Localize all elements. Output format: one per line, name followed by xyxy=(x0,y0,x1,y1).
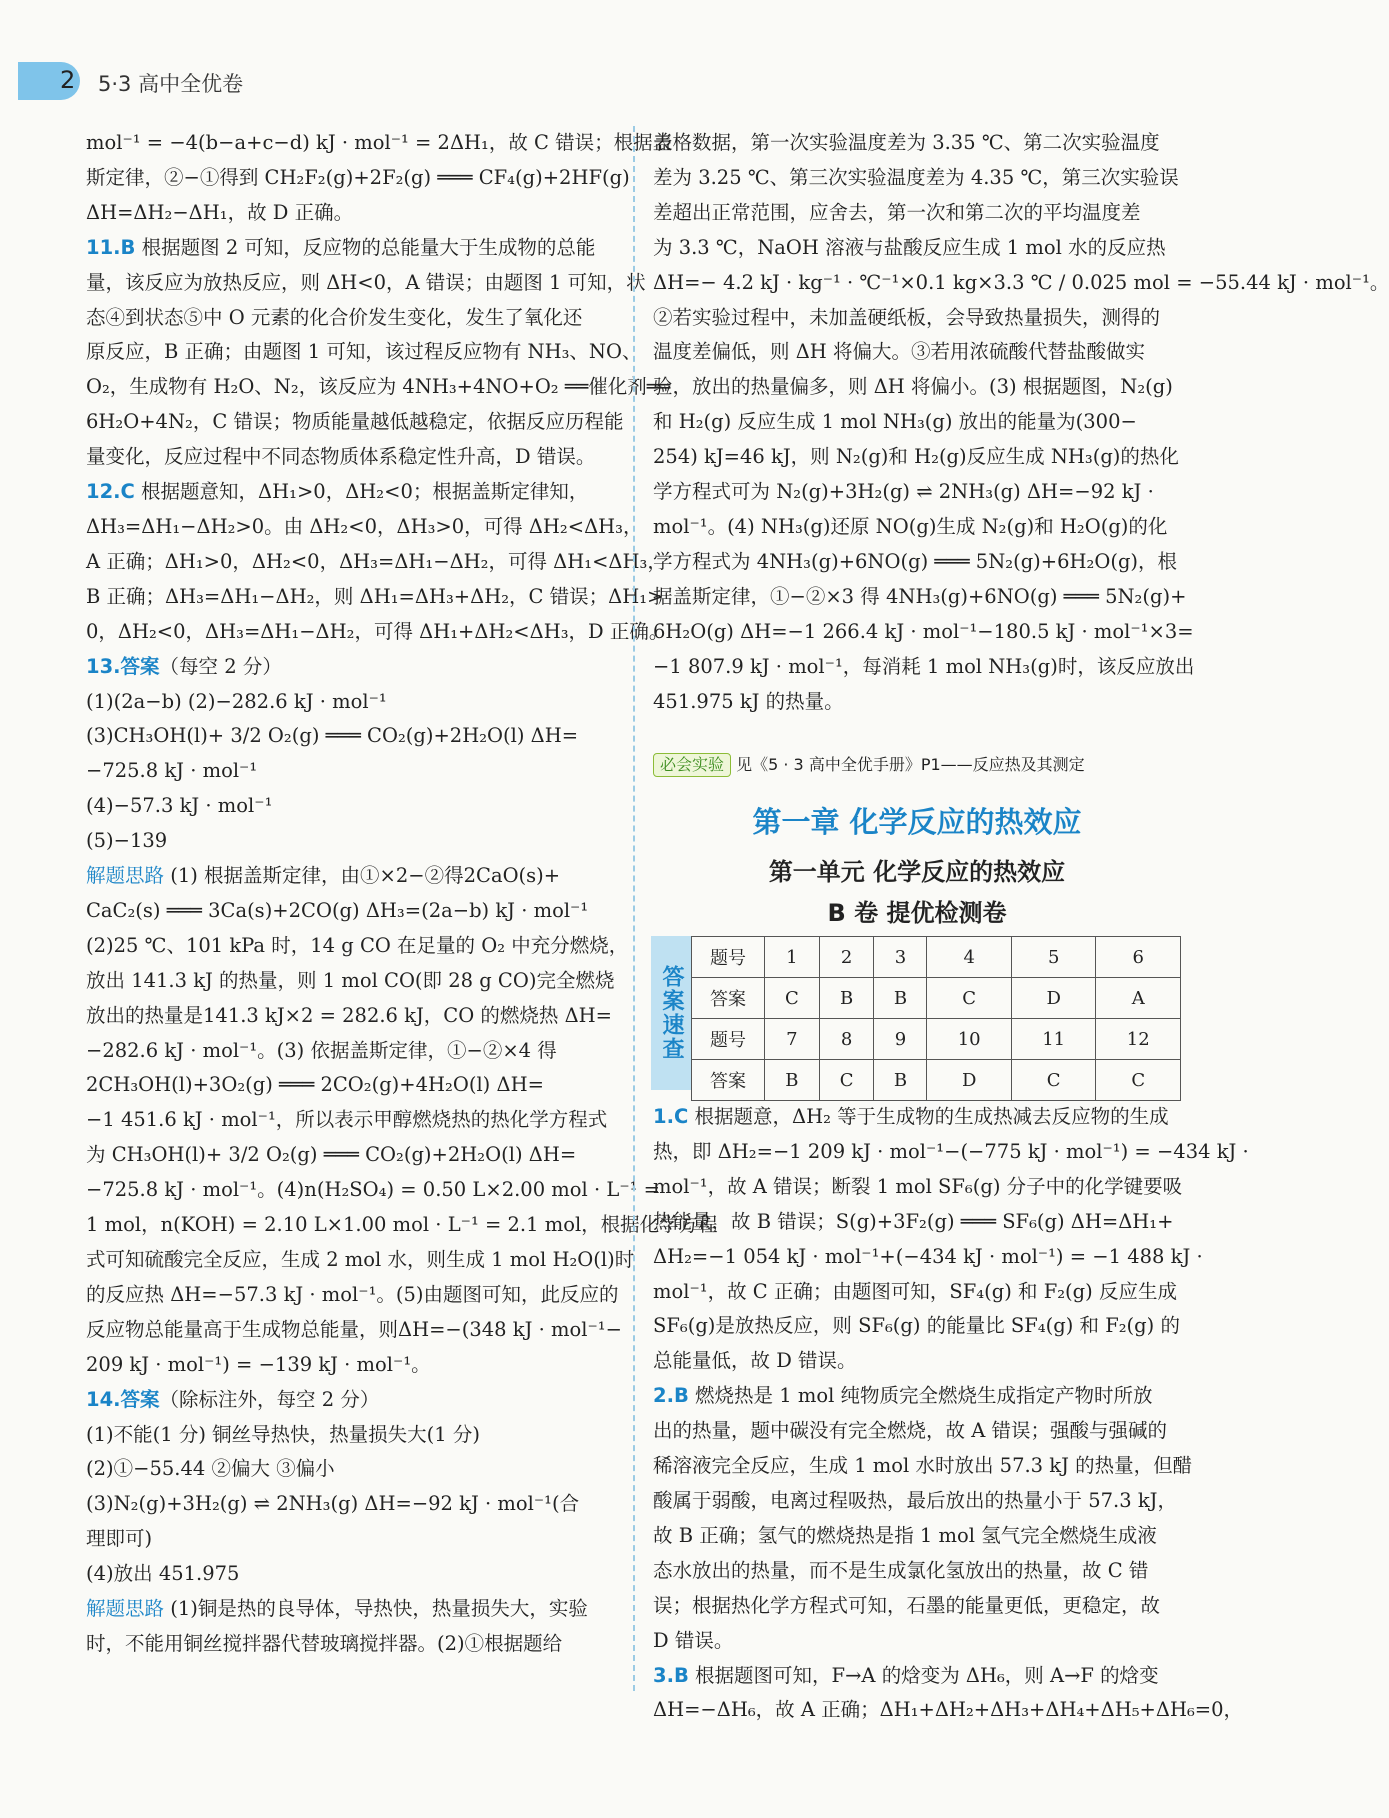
text-line: 酸属于弱酸，电离过程吸热，最后放出的热量小于 57.3 kJ， xyxy=(653,1488,1177,1512)
question-number: 1 xyxy=(765,937,820,978)
text-line: (1)(2a−b) (2)−282.6 kJ · mol⁻¹ xyxy=(86,689,387,713)
text-line: (1)不能(1 分) 铜丝导热快，热量损失大(1 分) xyxy=(86,1422,480,1446)
page-number: 2 xyxy=(60,66,76,94)
text-line: 稀溶液完全反应，生成 1 mol 水时放出 57.3 kJ 的热量，但醋 xyxy=(653,1454,1193,1478)
question-number: 3 xyxy=(874,937,927,978)
answer-cell: C xyxy=(1011,1060,1096,1101)
text-line: 6H₂O(g) ΔH=−1 266.4 kJ · mol⁻¹−180.5 kJ · mol⁻¹×3= xyxy=(653,619,1194,643)
text-line: (2)25 ℃、101 kPa 时，14 g CO 在足量的 O₂ 中充分燃烧， xyxy=(86,933,629,957)
table-row xyxy=(692,937,1181,978)
text-line: 差超出正常范围，应舍去，第一次和第二次的平均温度差 xyxy=(653,200,1141,224)
text-line: ΔH=ΔH₂−ΔH₁，故 D 正确。 xyxy=(86,200,354,224)
answer-cell: B xyxy=(874,978,927,1019)
text-line: 1.C 根据题意，ΔH₂ 等于生成物的生成热减去反应物的生成 xyxy=(653,1105,1169,1128)
row-label-question: 题号 xyxy=(692,1019,765,1060)
text-line: 表格数据，第一次实验温度差为 3.35 ℃、第二次实验温度 xyxy=(653,131,1160,154)
question-number: 4 xyxy=(927,937,1012,978)
table-row xyxy=(692,1060,1181,1101)
text-line: 6H₂O+4N₂，C 错误；物质能量越低越稳定，依据反应历程能 xyxy=(86,410,624,434)
text-line: −1 451.6 kJ · mol⁻¹，所以表示甲醇燃烧热的热化学方程式 xyxy=(86,1108,608,1132)
text-line: 放出的热量是141.3 kJ×2 = 282.6 kJ，CO 的燃烧热 ΔH= xyxy=(86,1003,613,1027)
text-line: 式可知硫酸完全反应，生成 2 mol 水，则生成 1 mol H₂O(l)时 xyxy=(86,1248,635,1271)
answer-table xyxy=(691,936,1181,1101)
text-line: 原反应，B 正确；由题图 1 可知，该过程反应物有 NH₃、NO、 xyxy=(86,340,642,364)
question-number: 10 xyxy=(927,1019,1012,1060)
text-line: 量，该反应为放热反应，则 ΔH<0，A 错误；由题图 1 可知，状 xyxy=(86,270,646,294)
question-number: 8 xyxy=(819,1019,874,1060)
text-line: mol⁻¹，故 A 错误；断裂 1 mol SF₆(g) 分子中的化学键要吸 xyxy=(653,1174,1183,1198)
text-line: 出的热量，题中碳没有完全燃烧，故 A 错误；强酸与强碱的 xyxy=(653,1419,1167,1443)
text-line: 温度差偏低，则 ΔH 将偏大。③若用浓硫酸代替盐酸做实 xyxy=(653,340,1145,364)
text-line: O₂，生成物有 H₂O、N₂，该反应为 4NH₃+4NO+O₂ ══催化剂══ xyxy=(86,375,671,399)
text-line: 误；根据热化学方程式可知，石墨的能量更低，更稳定，故 xyxy=(653,1593,1161,1617)
question-number: 9 xyxy=(874,1019,927,1060)
text-line: −725.8 kJ · mol⁻¹。(4)n(H₂SO₄) = 0.50 L×2.00 mol · L⁻¹ = xyxy=(86,1178,660,1202)
row-label-answer: 答案 xyxy=(692,978,765,1019)
text-line: SF₆(g)是放热反应，则 SF₆(g) 的能量比 SF₄(g) 和 F₂(g) 的 xyxy=(653,1314,1180,1338)
text-line: ΔH₂=−1 054 kJ · mol⁻¹+(−434 kJ · mol⁻¹) = −1 488 kJ · xyxy=(653,1244,1203,1268)
text-line: ΔH=−ΔH₆，故 A 正确；ΔH₁+ΔH₂+ΔH₃+ΔH₄+ΔH₅+ΔH₆=0， xyxy=(653,1698,1244,1722)
question-number: 7 xyxy=(765,1019,820,1060)
text-line: 热，即 ΔH₂=−1 209 kJ · mol⁻¹−(−775 kJ · mol⁻¹) = −434 kJ · xyxy=(653,1139,1249,1163)
text-line: 12.C 根据题意知，ΔH₁>0，ΔH₂<0；根据盖斯定律知， xyxy=(86,480,589,504)
paper-title: B 卷 提优检测卷 xyxy=(827,899,1007,927)
answer-cell: B xyxy=(765,1060,820,1101)
text-line: 总能量低，故 D 错误。 xyxy=(653,1349,857,1373)
text-line: 理即可) xyxy=(86,1527,153,1551)
answer-cell: C xyxy=(819,1060,874,1101)
text-line: 斯定律，②−①得到 CH₂F₂(g)+2F₂(g) ═══ CF₄(g)+2HF(g) xyxy=(86,165,630,189)
right-column-top xyxy=(653,126,1389,719)
row-label-question: 题号 xyxy=(692,937,765,978)
text-line: D 错误。 xyxy=(653,1628,734,1652)
text-line: 差为 3.25 ℃、第三次实验温度差为 4.35 ℃，第三次实验误 xyxy=(653,165,1179,189)
text-line: CaC₂(s) ═══ 3Ca(s)+2CO(g) ΔH₃=(2a−b) kJ · mol⁻¹ xyxy=(86,898,589,922)
text-line: 验，放出的热量偏多，则 ΔH 将偏小。(3) 根据题图，N₂(g) xyxy=(653,375,1173,399)
text-line: 254) kJ=46 kJ，则 N₂(g)和 H₂(g)反应生成 NH₃(g)的热化 xyxy=(653,445,1179,469)
text-line: 209 kJ · mol⁻¹) = −139 kJ · mol⁻¹。 xyxy=(86,1352,431,1376)
text-line: 2.B 燃烧热是 1 mol 纯物质完全燃烧生成指定产物时所放 xyxy=(653,1384,1153,1408)
row-label-answer: 答案 xyxy=(692,1060,765,1101)
text-line: 学方程式可为 N₂(g)+3H₂(g) ⇌ 2NH₃(g) ΔH=−92 kJ · xyxy=(653,480,1154,504)
text-line: 反应物总能量高于生成物总能量，则ΔH=−(348 kJ · mol⁻¹− xyxy=(86,1317,622,1341)
text-line: 热能量，故 B 错误；S(g)+3F₂(g) ═══ SF₆(g) ΔH=ΔH₁+ xyxy=(653,1209,1174,1233)
text-line: 学方程式为 4NH₃(g)+6NO(g) ═══ 5N₂(g)+6H₂O(g)，根 xyxy=(653,549,1178,573)
text-line: −725.8 kJ · mol⁻¹ xyxy=(86,759,258,783)
answer-cell: A xyxy=(1096,978,1181,1019)
text-line: 和 H₂(g) 反应生成 1 mol NH₃(g) 放出的能量为(300− xyxy=(653,410,1137,434)
answer-cell: C xyxy=(1096,1060,1181,1101)
book-title: 5·3 高中全优卷 xyxy=(98,72,244,96)
answer-cell: B xyxy=(819,978,874,1019)
text-line: −1 807.9 kJ · mol⁻¹，每消耗 1 mol NH₃(g)时，该反应放出 xyxy=(653,654,1195,678)
table-row xyxy=(692,978,1181,1019)
text-line: 态④到状态⑤中 O 元素的化合价发生变化，发生了氧化还 xyxy=(86,305,583,329)
text-line: (3)CH₃OH(l)+ 3/2 O₂(g) ═══ CO₂(g)+2H₂O(l) ΔH= xyxy=(86,724,579,748)
must-experiment-tag: 必会实验 xyxy=(653,753,731,777)
chapter-title: 第一章 化学反应的热效应 xyxy=(752,805,1082,839)
text-line: 据盖斯定律，①−②×3 得 4NH₃(g)+6NO(g) ═══ 5N₂(g)+ xyxy=(653,584,1187,608)
text-line: 解题思路 (1) 根据盖斯定律，由①×2−②得2CaO(s)+ xyxy=(86,864,561,888)
text-line: −282.6 kJ · mol⁻¹。(3) 依据盖斯定律，①−②×4 得 xyxy=(86,1038,557,1062)
text-line: 13.答案（每空 2 分） xyxy=(86,654,282,678)
text-line: 为 CH₃OH(l)+ 3/2 O₂(g) ═══ CO₂(g)+2H₂O(l) ΔH= xyxy=(86,1143,577,1167)
text-line: 14.答案（除标注外，每空 2 分） xyxy=(86,1387,380,1411)
text-line: ΔH₃=ΔH₁−ΔH₂>0。由 ΔH₂<0，ΔH₃>0，可得 ΔH₂<ΔH₃， xyxy=(86,514,643,538)
text-line: (5)−139 xyxy=(86,829,168,853)
must-experiment-text: 见《5 · 3 高中全优手册》P1——反应热及其测定 xyxy=(736,755,1085,774)
question-number: 2 xyxy=(819,937,874,978)
answer-cell: D xyxy=(927,1060,1012,1101)
answer-cell: D xyxy=(1011,978,1096,1019)
text-line: ΔH=− 4.2 kJ · kg⁻¹ · ℃⁻¹×0.1 kg×3.3 ℃ / 0.025 mol = −55.44 kJ · mol⁻¹。 xyxy=(653,270,1389,294)
text-line: 451.975 kJ 的热量。 xyxy=(653,689,844,713)
text-line: 放出 141.3 kJ 的热量，则 1 mol CO(即 28 g CO)完全燃烧 xyxy=(86,968,615,992)
question-number: 12 xyxy=(1096,1019,1181,1060)
text-line: 3.B 根据题图可知，F→A 的焓变为 ΔH₆，则 A→F 的焓变 xyxy=(653,1663,1159,1687)
text-line: mol⁻¹ = −4(b−a+c−d) kJ · mol⁻¹ = 2ΔH₁，故 C 错误；根据盖 xyxy=(86,131,673,154)
text-line: 2CH₃OH(l)+3O₂(g) ═══ 2CO₂(g)+4H₂O(l) ΔH= xyxy=(86,1073,544,1097)
table-row xyxy=(692,1019,1181,1060)
unit-title: 第一单元 化学反应的热效应 xyxy=(768,858,1066,886)
text-line: 量变化，反应过程中不同态物质体系稳定性升高，D 错误。 xyxy=(86,445,596,469)
answer-cell: C xyxy=(927,978,1012,1019)
question-number: 11 xyxy=(1011,1019,1096,1060)
text-line: mol⁻¹。(4) NH₃(g)还原 NO(g)生成 N₂(g)和 H₂O(g)的化 xyxy=(653,514,1168,538)
answer-cell: B xyxy=(874,1060,927,1101)
text-line: 故 B 正确；氢气的燃烧热是指 1 mol 氢气完全燃烧生成液 xyxy=(653,1523,1157,1547)
right-column-bottom xyxy=(653,1100,1249,1728)
page-header xyxy=(0,62,1250,100)
text-line: (2)①−55.44 ②偏大 ③偏小 xyxy=(86,1457,335,1481)
column-divider xyxy=(633,126,635,1691)
text-line: 0，ΔH₂<0，ΔH₃=ΔH₁−ΔH₂，可得 ΔH₁+ΔH₂<ΔH₃，D 正确。 xyxy=(86,619,669,643)
text-line: 时，不能用铜丝搅拌器代替玻璃搅拌器。(2)①根据题给 xyxy=(86,1631,563,1655)
text-line: mol⁻¹，故 C 正确；由题图可知，SF₄(g) 和 F₂(g) 反应生成 xyxy=(653,1279,1177,1303)
text-line: 的反应热 ΔH=−57.3 kJ · mol⁻¹。(5)由题图可知，此反应的 xyxy=(86,1282,619,1306)
text-line: 为 3.3 ℃，NaOH 溶液与盐酸反应生成 1 mol 水的反应热 xyxy=(653,235,1166,259)
text-line: B 正确；ΔH₃=ΔH₁−ΔH₂，则 ΔH₁=ΔH₃+ΔH₂，C 错误；ΔH₁> xyxy=(86,584,664,608)
page-number-badge xyxy=(18,62,80,100)
question-number: 5 xyxy=(1011,937,1096,978)
text-line: A 正确；ΔH₁>0，ΔH₂<0，ΔH₃=ΔH₁−ΔH₂，可得 ΔH₁<ΔH₃， xyxy=(86,549,667,573)
text-line: 1 mol，n(KOH) = 2.10 L×1.00 mol · L⁻¹ = 2.1 mol，根据化学方程 xyxy=(86,1213,718,1237)
answer-cell: C xyxy=(765,978,820,1019)
must-experiment-note xyxy=(653,752,1085,777)
text-line: ②若实验过程中，未加盖硬纸板，会导致热量损失，测得的 xyxy=(653,305,1161,329)
answer-quick-label: 答案速查 xyxy=(651,936,691,1090)
question-number: 6 xyxy=(1096,937,1181,978)
text-line: (3)N₂(g)+3H₂(g) ⇌ 2NH₃(g) ΔH=−92 kJ · mol⁻¹(合 xyxy=(86,1492,580,1516)
text-line: 11.B 根据题图 2 可知，反应物的总能量大于生成物的总能 xyxy=(86,235,596,259)
text-line: (4)放出 451.975 xyxy=(86,1562,240,1586)
text-line: (4)−57.3 kJ · mol⁻¹ xyxy=(86,794,273,818)
text-line: 解题思路 (1)铜是热的良导体，导热快，热量损失大，实验 xyxy=(86,1597,588,1621)
text-line: 态水放出的热量，而不是生成氯化氢放出的热量，故 C 错 xyxy=(653,1558,1149,1582)
